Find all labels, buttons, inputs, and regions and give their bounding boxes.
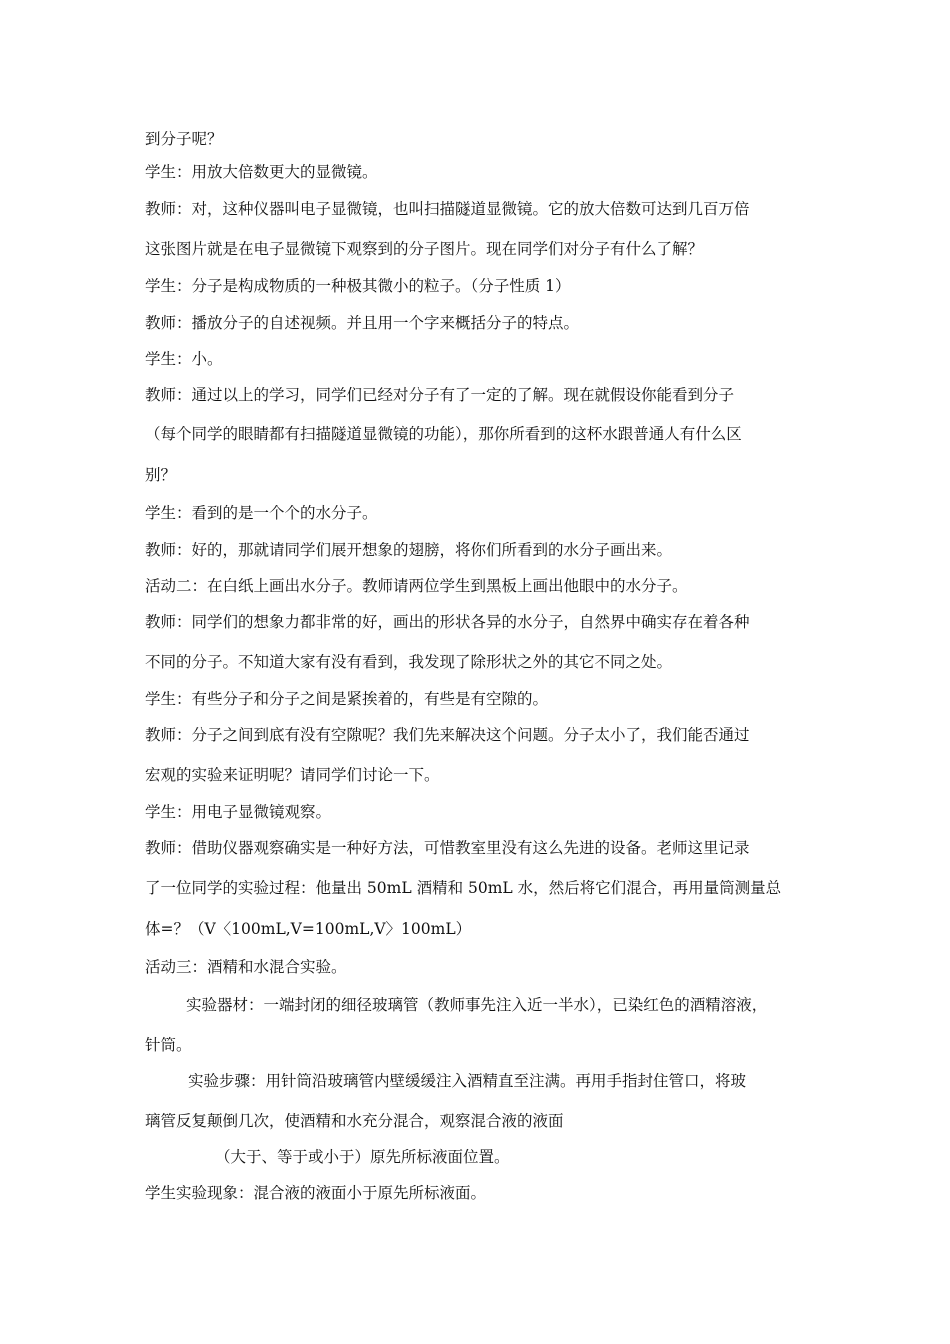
paragraph-line: 学生：用电子显微镜观察。	[145, 803, 332, 821]
paragraph-line: （大于、等于或小于）原先所标液面位置。	[215, 1148, 510, 1166]
paragraph-line: 教师：通过以上的学习，同学们已经对分子有了一定的了解。现在就假设你能看到分子	[145, 386, 735, 404]
paragraph-line: 学生：看到的是一个个的水分子。	[145, 504, 378, 522]
paragraph-line: 这张图片就是在电子显微镜下观察到的分子图片。现在同学们对分子有什么了解？	[145, 240, 704, 258]
paragraph-line: 别？	[145, 466, 177, 484]
paragraph-line: 到分子呢？	[145, 130, 223, 148]
paragraph-line: 教师：分子之间到底有没有空隙呢？我们先来解决这个问题。分子太小了，我们能否通过	[145, 726, 750, 744]
paragraph-line: 学生实验现象：混合液的液面小于原先所标液面。	[145, 1184, 487, 1202]
paragraph-line: 活动二：在白纸上画出水分子。教师请两位学生到黑板上画出他眼中的水分子。	[145, 577, 688, 595]
paragraph-line: 教师：播放分子的自述视频。并且用一个字来概括分子的特点。	[145, 314, 580, 332]
paragraph-line: 教师：借助仪器观察确实是一种好方法，可惜教室里没有这么先进的设备。老师这里记录	[145, 839, 750, 857]
paragraph-line: 不同的分子。不知道大家有没有看到，我发现了除形状之外的其它不同之处。	[145, 653, 673, 671]
paragraph-line: 了一位同学的实验过程：他量出 50mL 酒精和 50mL 水，然后将它们混合，再用量筒测量总	[145, 879, 782, 897]
paragraph-line: 学生：分子是构成物质的一种极其微小的粒子。（分子性质 1）	[145, 277, 571, 295]
paragraph-line: （每个同学的眼睛都有扫描隧道显微镜的功能），那你所看到的这杯水跟普通人有什么区	[145, 425, 742, 443]
paragraph-line: 教师：同学们的想象力都非常的好，画出的形状各异的水分子，自然界中确实存在着各种	[145, 613, 750, 631]
paragraph-line: 活动三：酒精和水混合实验。	[145, 958, 347, 976]
paragraph-line: 璃管反复颠倒几次，使酒精和水充分混合，观察混合液的液面	[145, 1112, 564, 1130]
paragraph-line: 宏观的实验来证明呢？请同学们讨论一下。	[145, 766, 440, 784]
paragraph-line: 体=？（V〈100mL,V=100mL,V〉100mL）	[145, 920, 472, 938]
paragraph-line: 实验器材：一端封闭的细径玻璃管（教师事先注入近一半水），已染红色的酒精溶液，	[186, 996, 768, 1014]
paragraph-line: 学生：有些分子和分子之间是紧挨着的，有些是有空隙的。	[145, 690, 549, 708]
paragraph-line: 学生：小。	[145, 350, 223, 368]
paragraph-line: 学生：用放大倍数更大的显微镜。	[145, 163, 378, 181]
paragraph-line: 教师：对，这种仪器叫电子显微镜，也叫扫描隧道显微镜。它的放大倍数可达到几百万倍	[145, 200, 750, 218]
paragraph-line: 教师：好的，那就请同学们展开想象的翅膀，将你们所看到的水分子画出来。	[145, 541, 673, 559]
paragraph-line: 针筒。	[145, 1036, 192, 1054]
paragraph-line: 实验步骤：用针筒沿玻璃管内壁缓缓注入酒精直至注满。再用手指封住管口，将玻	[188, 1072, 747, 1090]
